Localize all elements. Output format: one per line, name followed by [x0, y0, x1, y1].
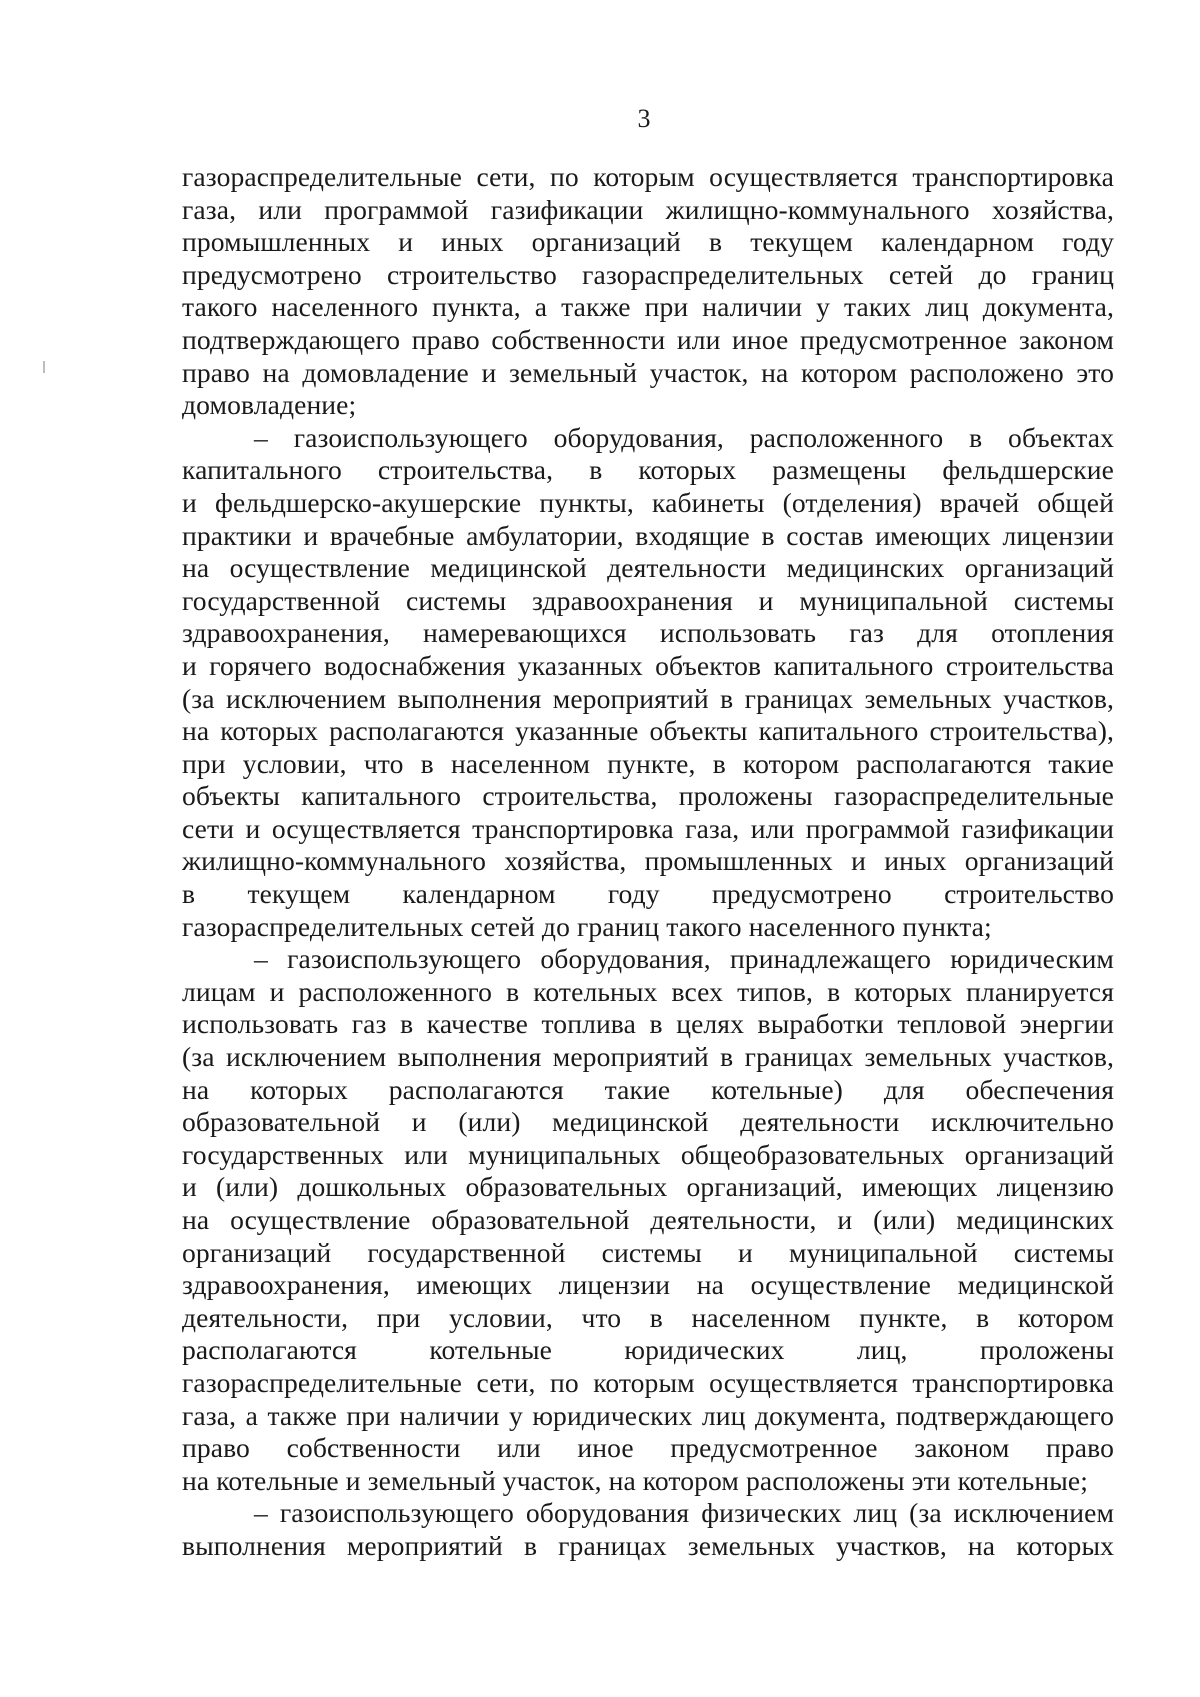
document-body	[182, 161, 1114, 1563]
text-line: объекты капитального строительства, проложены газораспределительные	[182, 780, 1114, 812]
text-line: (за исключением выполнения мероприятий в границах земельных участков,	[182, 1041, 1114, 1073]
text-line: промышленных и иных организаций в текущем календарном году	[182, 226, 1114, 258]
text-line: газораспределительные сети, по которым осуществляется транспортировка	[182, 1366, 1114, 1398]
paragraph	[182, 943, 1114, 1497]
text-line: государственных или муниципальных общеобразовательных организаций	[182, 1138, 1114, 1170]
text-line: и горячего водоснабжения указанных объектов капитального строительства	[182, 649, 1114, 681]
text-line: и (или) дошкольных образовательных организаций, имеющих лицензию	[182, 1171, 1114, 1203]
text-line: домовладение;	[182, 389, 357, 421]
text-line: использовать газ в качестве топлива в целях выработки тепловой энергии	[182, 1008, 1114, 1040]
text-line: на осуществление образовательной деятельности, и (или) медицинских	[182, 1204, 1114, 1235]
text-line: и фельдшерско-акушерские пункты, кабинеты (отделения) врачей общей	[182, 486, 1114, 518]
text-line: на которых располагаются указанные объекты капитального строительства),	[182, 715, 1114, 747]
text-line: газораспределительных сетей до границ такого населенного пункта;	[182, 910, 992, 942]
text-line: образовательной и (или) медицинской деятельности исключительно	[182, 1106, 1114, 1138]
text-line: в текущем календарном году предусмотрено строительство	[182, 878, 1114, 910]
text-line: сети и осуществляется транспортировка газа, или программой газификации	[182, 812, 1114, 844]
text-line: жилищно-коммунального хозяйства, промышленных и иных организаций	[182, 845, 1114, 877]
page-number: 3	[637, 104, 651, 133]
text-line: здравоохранения, имеющих лицензии на осуществление медицинской	[182, 1269, 1114, 1301]
text-line: располагаются котельные юридических лиц, проложены	[182, 1334, 1114, 1366]
text-line: при условии, что в населенном пункте, в котором располагаются такие	[182, 747, 1114, 779]
text-line: на осуществление медицинской деятельности медицинских организаций	[182, 552, 1114, 584]
text-line: лицам и расположенного в котельных всех типов, в которых планируется	[182, 975, 1114, 1007]
text-line: организаций государственной системы и муниципальной системы	[182, 1236, 1114, 1268]
text-line: газа, или программой газификации жилищно-коммунального хозяйства,	[182, 193, 1114, 225]
paragraph	[182, 161, 1114, 422]
text-line: практики и врачебные амбулатории, входящие в состав имеющих лицензии	[182, 519, 1114, 551]
text-line: право собственности или иное предусмотренное законом право	[182, 1432, 1114, 1464]
text-line: здравоохранения, намеревающихся использовать газ для отопления	[182, 617, 1114, 649]
text-line: выполнения мероприятий в границах земельных участков, на которых	[182, 1529, 1114, 1561]
text-line: газораспределительные сети, по которым осуществляется транспортировка	[182, 161, 1114, 192]
paragraph	[182, 422, 1114, 944]
paragraph	[182, 1497, 1114, 1562]
text-line: – газоиспользующего оборудования, принадлежащего юридическим	[254, 943, 1114, 975]
text-line: право на домовладение и земельный участок, на котором расположено это	[182, 356, 1114, 388]
text-line: на котельные и земельный участок, на котором расположены эти котельные;	[182, 1464, 1088, 1496]
text-line: капитального строительства, в которых размещены фельдшерские	[182, 454, 1114, 486]
text-line: – газоиспользующего оборудования физических лиц (за исключением	[254, 1497, 1114, 1529]
text-line: такого населенного пункта, а также при наличии у таких лиц документа,	[182, 291, 1114, 323]
text-line: подтверждающего право собственности или иное предусмотренное законом	[182, 323, 1114, 355]
text-line: деятельности, при условии, что в населенном пункте, в котором	[182, 1301, 1114, 1333]
text-line: газа, а также при наличии у юридических лиц документа, подтверждающего	[182, 1399, 1114, 1431]
scan-artifact	[43, 361, 45, 373]
text-line: – газоиспользующего оборудования, расположенного в объектах	[254, 421, 1114, 453]
text-line: государственной системы здравоохранения и муниципальной системы	[182, 584, 1114, 616]
text-line: предусмотрено строительство газораспределительных сетей до границ	[182, 258, 1114, 290]
text-line: на которых располагаются такие котельные) для обеспечения	[182, 1073, 1114, 1105]
text-line: (за исключением выполнения мероприятий в границах земельных участков,	[182, 682, 1114, 714]
